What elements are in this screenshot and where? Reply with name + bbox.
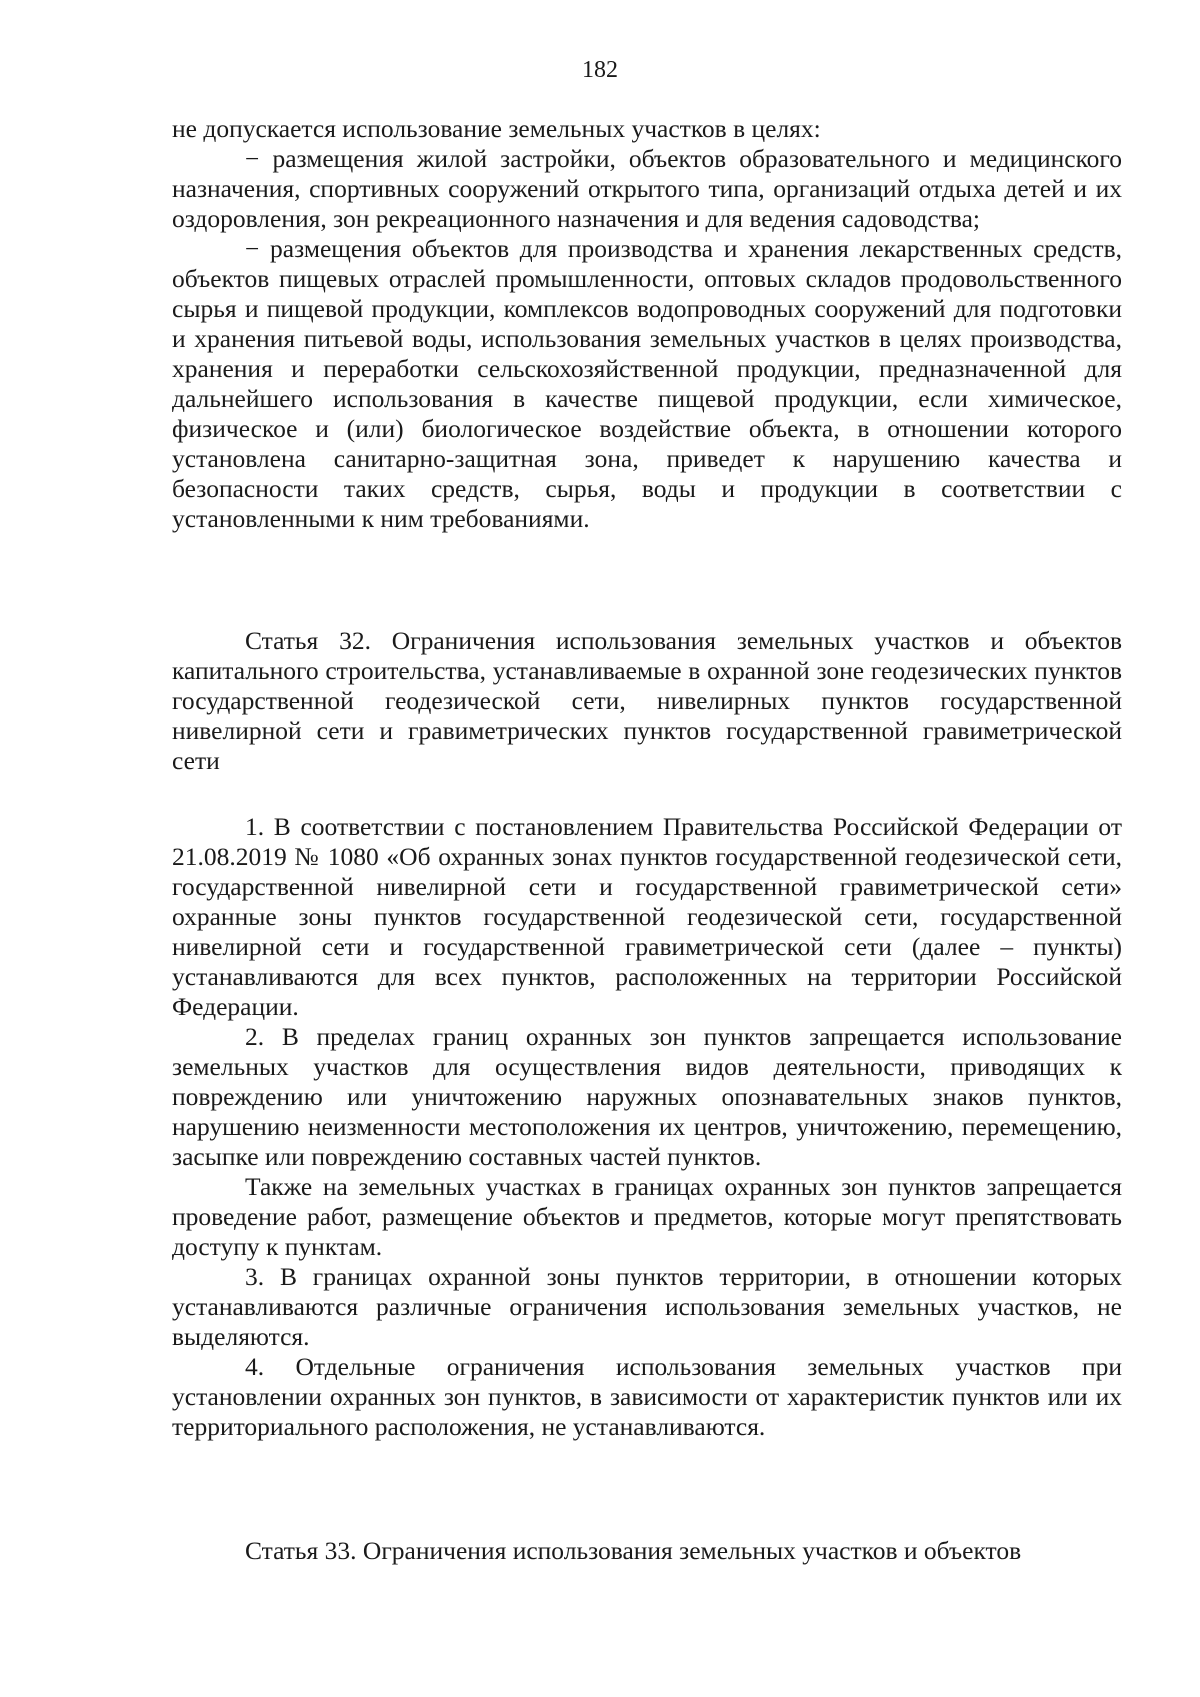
article-32-paragraph-2-continued: Также на земельных участках в границах охранных зон пунктов запрещается проведение работ, размещение объектов и предметов, которые могут препятствовать доступу к пунктам.: [172, 1172, 1122, 1261]
bullet-item-residential: [172, 144, 1122, 234]
dash-bullet-icon: −: [245, 234, 260, 263]
intro-section: [172, 114, 1122, 534]
article-32-heading-block: [172, 626, 1122, 776]
article-33-heading: Статья 33. Ограничения использования земельных участков и объектов: [245, 1536, 1022, 1565]
bullet-text: размещения объектов для производства и хранения лекарственных средств, объектов пищевых отраслей промышленности, оптовых складов продовольственного сырья и пищевой продукции, комплексов водопроводных сооружений для подготовки и хранения питьевой воды, использования земельных участков в целях производства, хранения и переработки сельскохозяйственной продукции, предназначенной для дальнейшего использования в качестве пищевой продукции, если химическое, физическое и (или) биологическое воздействие объекта, в отношении которого установлена санитарно-защитная зона, приведет к нарушению качества и безопасности таких средств, сырья, воды и продукции в соответствии с установленными к ним требованиями.: [172, 234, 1122, 533]
bullet-text: размещения жилой застройки, объектов образовательного и медицинского назначения, спортивных сооружений открытого типа, организаций отдыха детей и их оздоровления, зон рекреационного назначения и для ведения садоводства;: [172, 144, 1122, 233]
bullet-item-production: [172, 234, 1122, 534]
article-32-paragraph-2: 2. В пределах границ охранных зон пунктов запрещается использование земельных участков для осуществления видов деятельности, приводящих к повреждению или уничтожению наружных опознавательных знаков пунктов, нарушению неизменности местоположения их центров, уничтожению, перемещению, засыпке или повреждению составных частей пунктов.: [172, 1022, 1122, 1171]
intro-lead: не допускается использование земельных участков в целях:: [172, 114, 821, 143]
dash-bullet-icon: −: [245, 144, 260, 173]
page-number: 182: [582, 57, 618, 83]
article-32-body: [172, 812, 1122, 1442]
article-32-paragraph-4: 4. Отдельные ограничения использования земельных участков при установлении охранных зон пунктов, в зависимости от характеристик пунктов или их территориального расположения, не устанавливаются.: [172, 1352, 1122, 1441]
article-32-heading: Статья 32. Ограничения использования земельных участков и объектов капитального строительства, устанавливаемые в охранной зоне геодезических пунктов государственной геодезической сети, нивелирных пунктов государственной нивелирной сети и гравиметрических пунктов государственной гравиметрической сети: [172, 626, 1122, 775]
article-33-heading-block: [172, 1536, 1122, 1566]
article-32-paragraph-3: 3. В границах охранной зоны пунктов территории, в отношении которых устанавливаются различные ограничения использования земельных участков, не выделяются.: [172, 1262, 1122, 1351]
article-32-paragraph-1: 1. В соответствии с постановлением Правительства Российской Федерации от 21.08.2019 № 1080 «Об охранных зонах пунктов государственной геодезической сети, государственной нивелирной сети и государственной гравиметрической сети» охранные зоны пунктов государственной геодезической сети, государственной нивелирной сети и государственной гравиметрической сети (далее – пункты) устанавливаются для всех пунктов, расположенных на территории Российской Федерации.: [172, 812, 1122, 1021]
